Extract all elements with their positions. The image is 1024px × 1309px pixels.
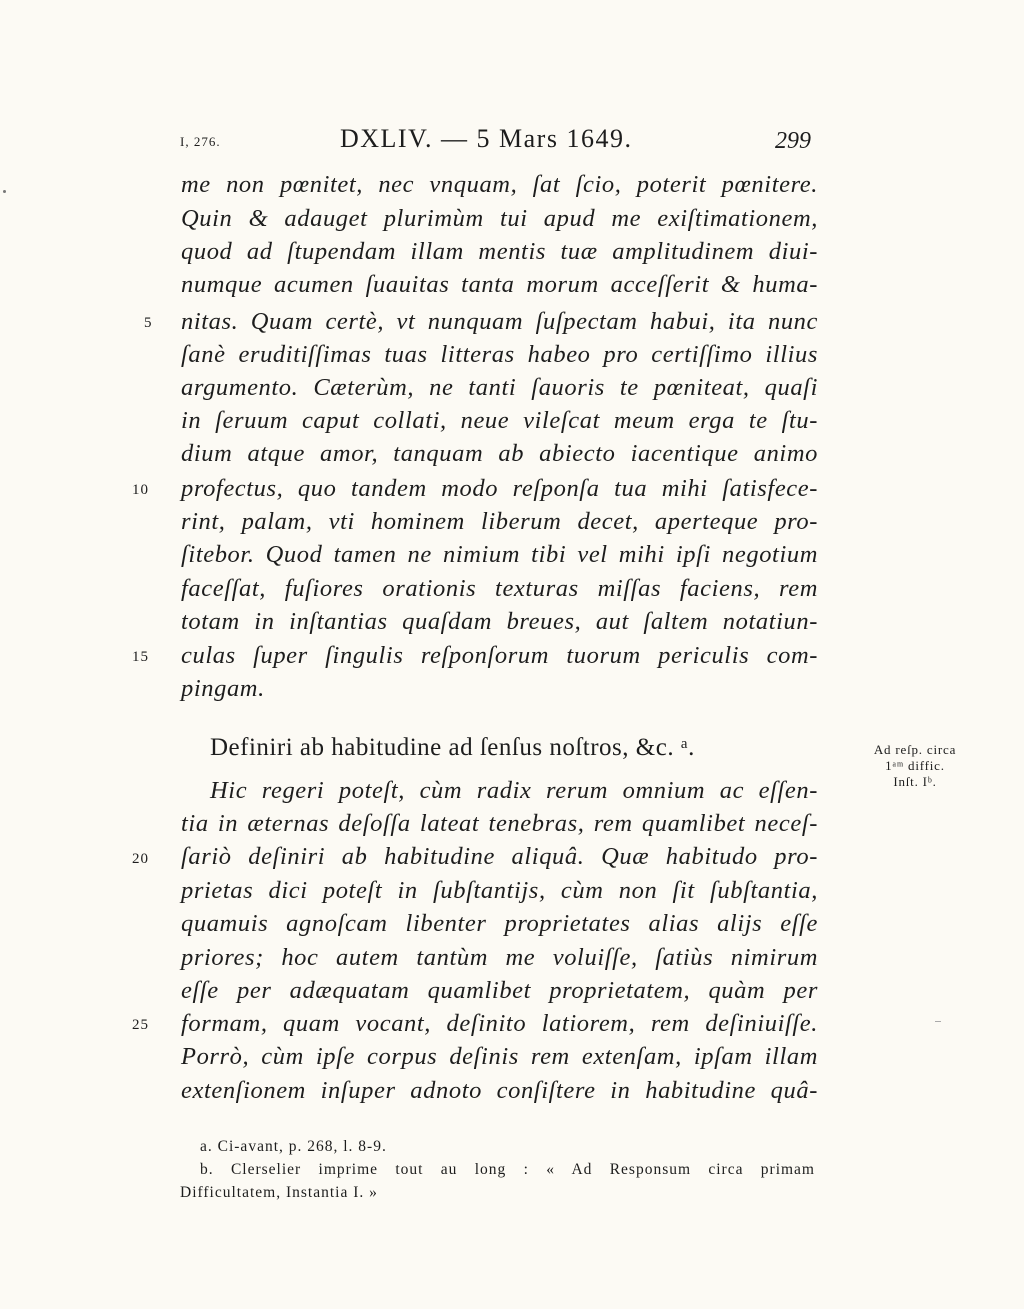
text-line: rint, palam, vti hominem liberum decet, aperteque pro- [181, 508, 818, 535]
line-number: 5 [144, 315, 153, 331]
text-line: Porrò, cùm ipſe corpus deſinis rem extenſam, ipſam illam [181, 1043, 818, 1070]
text-line: numque acumen ſuauitas tanta morum acceſſerit & huma- [181, 271, 818, 298]
line-number: 10 [132, 482, 149, 498]
line-number: 20 [132, 851, 149, 867]
stray-dash [935, 1021, 941, 1022]
text-line: priores; hoc autem tantùm me voluiſſe, ſatiùs nimirum [181, 944, 818, 971]
text-line: eſſe per adæquatam quamlibet proprietatem, quàm per [181, 977, 818, 1004]
text-line: me non pœnitet, nec vnquam, ſat ſcio, poterit pœnitere. [181, 171, 818, 198]
text-line: Hic regeri poteſt, cùm radix rerum omnium ac eſſen- [210, 777, 818, 804]
margin-note-line: Inſt. Iᵇ. [893, 774, 937, 789]
text-line: ſitebor. Quod tamen ne nimium tibi vel mihi ipſi negotium [181, 541, 818, 568]
line-number: 15 [132, 649, 149, 665]
section-heading: Definiri ab habitudine ad ſenſus noſtros, &c. ᵃ. [210, 734, 695, 761]
footnote-b-continued: Difficultatem, Instantia I. » [180, 1184, 378, 1201]
text-line: extenſionem inſuper adnoto conſiſtere in habitudine quâ- [181, 1077, 818, 1104]
stray-mark [3, 190, 6, 193]
text-line: quamuis agnoſcam libenter proprietates alias alijs eſſe [181, 910, 818, 937]
text-line: totam in inſtantias quaſdam breues, aut ſaltem notatiun- [181, 608, 818, 635]
text-line: nitas. Quam certè, vt nunquam ſuſpectam habui, ita nunc [181, 308, 818, 335]
text-line: ſanè eruditiſſimas tuas litteras habeo pro certiſſimo illius [181, 341, 818, 368]
header-reference: I, 276. [180, 134, 221, 149]
text-line: formam, quam vocant, deſinito latiorem, rem deſiniuiſſe. [181, 1010, 818, 1037]
header-title: DXLIV. — 5 Mars 1649. [340, 124, 633, 153]
text-line: tia in æternas deſoſſa lateat tenebras, rem quamlibet neceſ- [181, 810, 818, 837]
margin-note [848, 742, 982, 790]
text-line: in ſeruum caput collati, neue vileſcat meum erga te ſtu- [181, 407, 818, 434]
text-line: faceſſat, fuſiores orationis texturas miſſas faciens, rem [181, 575, 818, 602]
margin-note-line: 1ᵃᵐ diffic. [885, 758, 945, 773]
footnote-b: b. Clerselier imprime tout au long : « Ad Responsum circa primam [200, 1161, 815, 1178]
text-line: quod ad ſtupendam illam mentis tuæ amplitudinem diui- [181, 238, 818, 265]
line-number: 25 [132, 1017, 149, 1033]
text-line: dium atque amor, tanquam ab abiecto iacentique animo [181, 440, 818, 467]
text-line: prietas dici poteſt in ſubſtantijs, cùm non ſit ſubſtantia, [181, 877, 818, 904]
text-line: argumento. Cæterùm, ne tanti ſauoris te pœniteat, quaſi [181, 374, 818, 401]
text-line: Quin & adauget plurimùm tui apud me exiſtimationem, [181, 205, 818, 232]
text-line: culas ſuper ſingulis reſponſorum tuorum periculis com- [181, 642, 818, 669]
text-line: profectus, quo tandem modo reſponſa tua mihi ſatisfece- [181, 475, 818, 502]
margin-note-line: Ad reſp. circa [873, 742, 957, 757]
footnote-a: a. Ci-avant, p. 268, l. 8-9. [200, 1138, 387, 1155]
text-line: pingam. [181, 675, 265, 702]
page-number: 299 [775, 128, 811, 154]
text-line: ſariò deſiniri ab habitudine aliquâ. Quæ habitudo pro- [181, 843, 818, 870]
